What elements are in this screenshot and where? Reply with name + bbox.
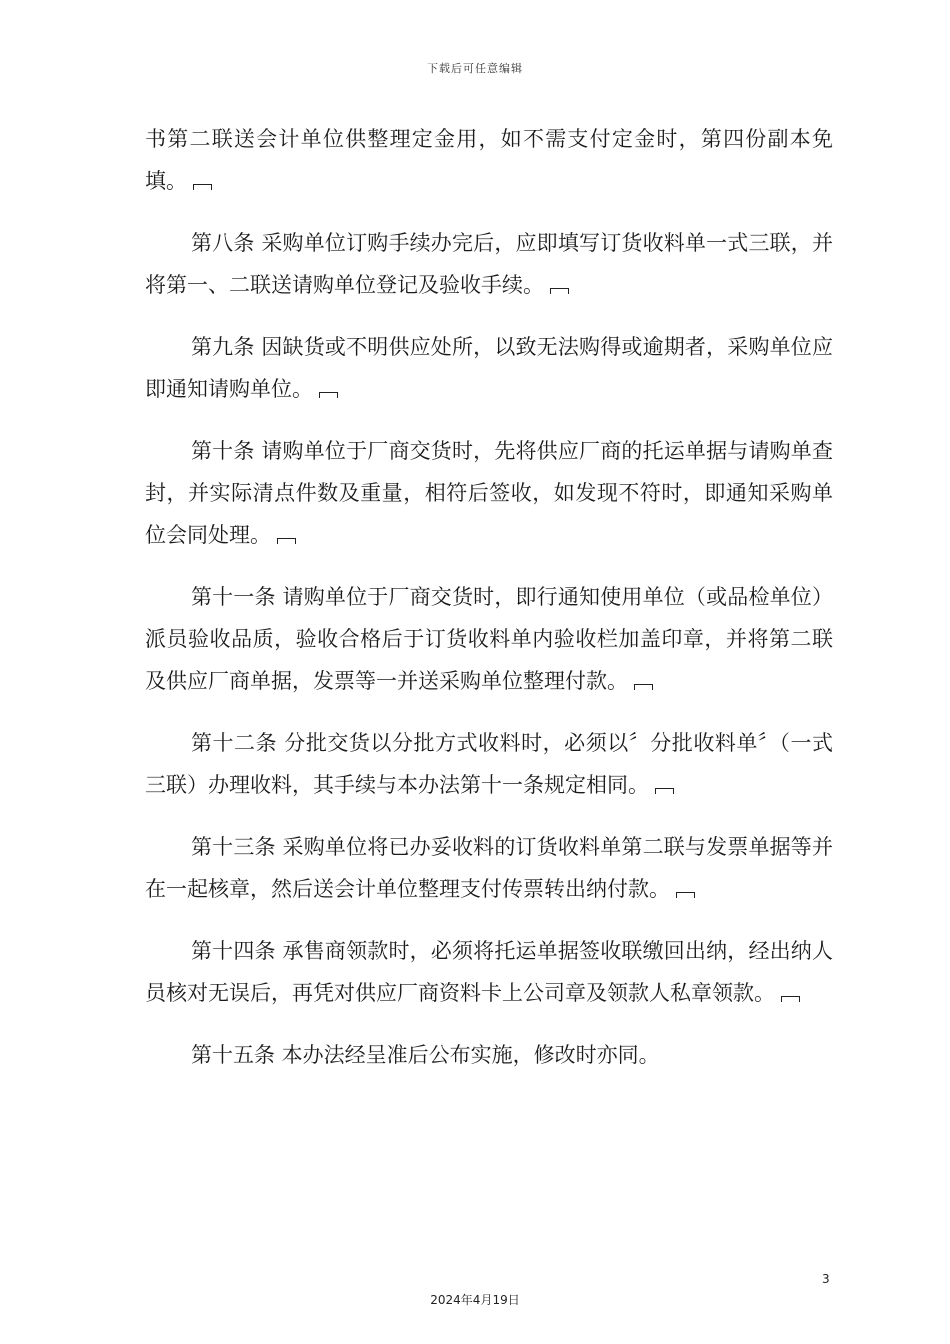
paragraph-mark-icon <box>655 788 674 794</box>
paragraph-text: 第十二条 分批交货以分批方式收料时，必须以〞分批收料单〞（一式三联）办理收料，其手续与本办法第十一条规定相同。 <box>145 731 833 797</box>
paragraph-continuation <box>145 118 833 202</box>
paragraph-mark-icon <box>634 684 653 690</box>
article-9 <box>145 326 833 410</box>
paragraph-text: 第十三条 采购单位将已办妥收料的订货收料单第二联与发票单据等并在一起核章，然后送会计单位整理支付传票转出纳付款。 <box>145 835 833 901</box>
article-8 <box>145 222 833 306</box>
article-15 <box>145 1034 833 1076</box>
paragraph-text: 第十条 请购单位于厂商交货时，先将供应厂商的托运单据与请购单查封，并实际清点件数及重量，相符后签收，如发现不符时，即通知采购单位会同处理。 <box>145 439 833 547</box>
paragraph-mark-icon <box>277 538 296 544</box>
paragraph-text: 第十五条 本办法经呈准后公布实施，修改时亦同。 <box>191 1043 660 1067</box>
article-12 <box>145 722 833 806</box>
paragraph-mark-icon <box>319 392 338 398</box>
paragraph-text: 第十一条 请购单位于厂商交货时，即行通知使用单位（或品检单位）派员验收品质，验收合格后于订货收料单内验收栏加盖印章，并将第二联及供应厂商单据，发票等一并送采购单位整理付款。 <box>145 585 833 693</box>
paragraph-text: 第八条 采购单位订购手续办完后，应即填写订货收料单一式三联，并将第一、二联送请购单位登记及验收手续。 <box>145 231 833 297</box>
paragraph-mark-icon <box>550 288 569 294</box>
page-number: 3 <box>822 1272 830 1286</box>
article-11 <box>145 576 833 702</box>
paragraph-mark-icon <box>193 184 212 190</box>
paragraph-text: 第九条 因缺货或不明供应处所，以致无法购得或逾期者，采购单位应即通知请购单位。 <box>145 335 833 401</box>
footer-date: 2024年4月19日 <box>430 1293 520 1307</box>
document-body <box>145 118 833 1096</box>
article-10 <box>145 430 833 556</box>
paragraph-text: 第十四条 承售商领款时，必须将托运单据签收联缴回出纳，经出纳人员核对无误后，再凭对供应厂商资料卡上公司章及领款人私章领款。 <box>145 939 833 1005</box>
header-note: 下载后可任意编辑 <box>427 62 523 75</box>
paragraph-mark-icon <box>781 996 800 1002</box>
paragraph-mark-icon <box>676 892 695 898</box>
article-14 <box>145 930 833 1014</box>
paragraph-text: 书第二联送会计单位供整理定金用，如不需支付定金时，第四份副本免填。 <box>145 127 833 193</box>
article-13 <box>145 826 833 910</box>
